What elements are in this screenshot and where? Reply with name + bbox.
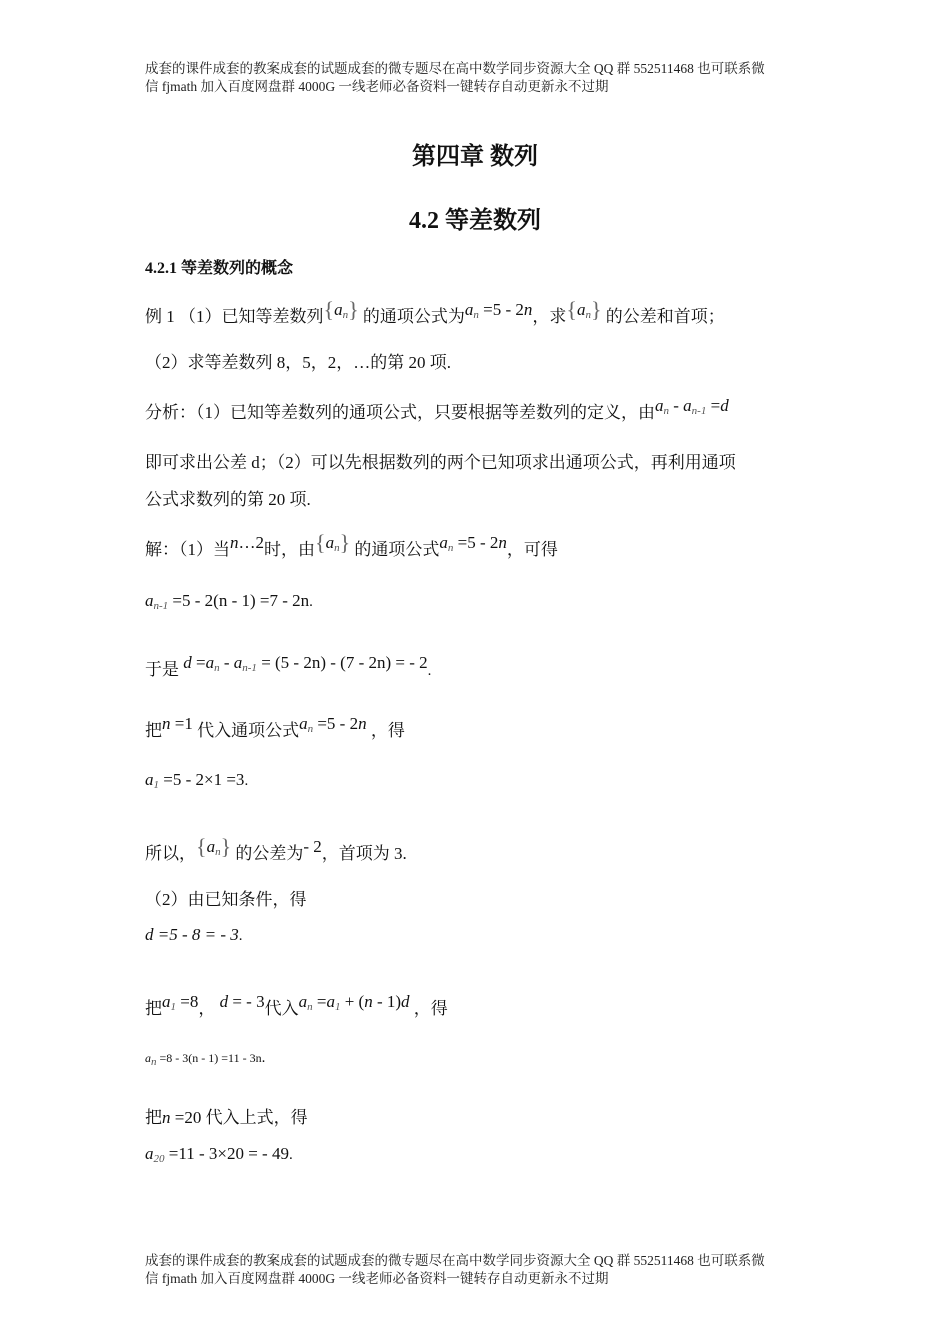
equation-5-body: d =5 - 8 = - 3 xyxy=(145,925,239,944)
equation-7: a20 =11 - 3×20 = - 49. xyxy=(145,1144,293,1165)
equation-6: an =8 - 3(n - 1) =11 - 3n. xyxy=(145,1050,266,1068)
analysis-text-1: 分析：（1）已知等差数列的通项公式，只要根据等差数列的定义，由 xyxy=(145,403,655,422)
formula-n-geq-2: n…2 xyxy=(230,533,264,552)
solution-text-10: 的公差为 xyxy=(235,844,304,863)
equation-5: d =5 - 8 = - 3. xyxy=(145,925,243,944)
equation-6-body: =8 - 3(n - 1) =11 - 3n xyxy=(159,1051,262,1065)
solution-text-13: ， xyxy=(198,999,216,1018)
analysis-line-2: 即可求出公差 d；（2）可以先根据数列的两个已知项求出通项公式，再利用通项 xyxy=(145,453,736,472)
example-text-2: 的通项公式为 xyxy=(362,307,465,326)
formula-seq-an-2: {an} xyxy=(566,297,602,322)
solution-text-9: 所以， xyxy=(145,844,196,863)
solution-text-16: 把 xyxy=(145,1108,162,1127)
formula-d-eq-minus-3: d = - 3 xyxy=(219,992,265,1011)
solution-text-1: 解：（1）当 xyxy=(145,540,230,559)
solution-text-8: ，得 xyxy=(370,721,405,740)
formula-an-def: an =5 - 2n xyxy=(464,300,533,321)
formula-an-def-2: an =5 - 2n xyxy=(439,533,507,554)
solution-line-5: （2）由已知条件，得 xyxy=(145,890,307,909)
solution-text-5: 于是 xyxy=(145,660,179,679)
example-text-4: 的公差和首项； xyxy=(605,307,725,326)
example-line-2: （2）求等差数列 8，5，2，…的第 20 项. xyxy=(145,353,451,372)
subsection-title: 4.2.1 等差数列的概念 xyxy=(145,260,294,277)
formula-seq-an-3: {an} xyxy=(315,530,351,555)
solution-text-12: 把 xyxy=(145,999,162,1018)
equation-3-body: =5 - 2×1 =3 xyxy=(163,770,245,789)
solution-text-3: 的通项公式 xyxy=(354,540,440,559)
formula-minus-2: - 2 xyxy=(303,837,322,856)
equation-1: an-1 =5 - 2(n - 1) =7 - 2n. xyxy=(145,591,313,612)
footer-line-2: 信 fjmath 加入百度网盘群 4000G 一线老师必备资料一键转存自动更新永不过期 xyxy=(145,1271,609,1286)
formula-n-eq-20: n =20 xyxy=(162,1108,202,1127)
equation-2-body: = (5 - 2n) - (7 - 2n) = - 2 xyxy=(261,653,428,672)
solution-line-2: 于是 d =an - an-1 = (5 - 2n) - (7 - 2n) = - 2. xyxy=(145,653,432,679)
solution-line-4 xyxy=(145,834,407,867)
page-footer xyxy=(145,1252,815,1288)
formula-d-compute: d =an - an-1 = (5 - 2n) - (7 - 2n) = - 2 xyxy=(183,653,428,674)
solution-text-6: 把 xyxy=(145,721,162,740)
solution-line-1 xyxy=(145,530,558,563)
solution-text-2: 时，由 xyxy=(264,540,315,559)
example-text-1: 例 1 （1）已知等差数列 xyxy=(145,307,324,326)
chapter-title: 第四章 数列 xyxy=(412,144,538,170)
header-line-2: 信 fjmath 加入百度网盘群 4000G 一线老师必备资料一键转存自动更新永不过期 xyxy=(145,79,609,94)
page-header xyxy=(145,60,815,96)
solution-text-4: ，可得 xyxy=(506,540,558,559)
example-line-1 xyxy=(145,297,725,330)
solution-line-7 xyxy=(145,1107,308,1129)
formula-seq-an: {an} xyxy=(323,297,359,322)
footer-line-1: 成套的课件成套的教案成套的试题成套的微专题尽在高中数学同步资源大全 QQ 群 552511468 也可联系微 xyxy=(145,1253,765,1268)
solution-line-6 xyxy=(145,992,448,1022)
solution-text-11: ，首项为 3. xyxy=(321,844,407,863)
equation-7-body: =11 - 3×20 = - 49 xyxy=(168,1144,289,1163)
formula-an-def-3: an =5 - 2n xyxy=(299,714,367,735)
formula-seq-an-4: {an} xyxy=(196,834,232,859)
solution-text-15: ，得 xyxy=(413,999,448,1018)
example-text-3: ，求 xyxy=(532,307,567,326)
solution-text-17: 代入上式，得 xyxy=(205,1108,308,1127)
formula-n-eq-1: n =1 xyxy=(162,714,193,733)
solution-line-3 xyxy=(145,714,405,744)
section-title: 4.2 等差数列 xyxy=(409,208,541,234)
equation-1-body: =5 - 2(n - 1) =7 - 2n xyxy=(172,591,310,610)
solution-text-14: 代入 xyxy=(264,999,299,1018)
formula-a1-eq-8: a1 =8 xyxy=(162,992,199,1013)
equation-3: a1 =5 - 2×1 =3. xyxy=(145,770,249,791)
header-line-1: 成套的课件成套的教案成套的试题成套的微专题尽在高中数学同步资源大全 QQ 群 552511468 也可联系微 xyxy=(145,61,765,76)
solution-text-7: 代入通项公式 xyxy=(197,721,300,740)
formula-difference: an - an-1 =d xyxy=(655,396,729,417)
analysis-line-3: 公式求数列的第 20 项. xyxy=(145,490,311,509)
analysis-line-1 xyxy=(145,396,729,426)
formula-general-term: an =a1 + (n - 1)d xyxy=(298,992,410,1013)
